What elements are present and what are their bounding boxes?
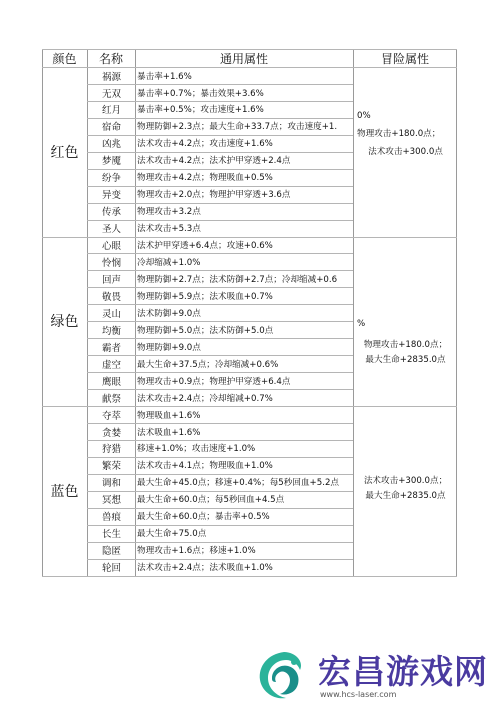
rune-name: 红月 — [101, 105, 121, 117]
rune-attribute: 移速+1.0%；攻击速度+1.0% — [137, 444, 256, 455]
rune-attribute: 法术攻击+4.2点；攻击速度+1.6% — [137, 139, 273, 150]
adventure-attribute — [354, 109, 457, 160]
rune-name: 凶兆 — [101, 139, 121, 151]
rune-attribute: 物理攻击+2.0点；物理护甲穿透+3.6点 — [137, 190, 291, 201]
rune-name: 心眼 — [101, 241, 121, 253]
color-group-label: 绿色 — [50, 314, 79, 331]
rune-attribute: 最大生命+60.0点；暴击率+0.5% — [137, 512, 270, 523]
rune-name: 兽痕 — [101, 512, 121, 524]
rune-attribute: 物理防御+5.9点；法术吸血+0.7% — [137, 291, 273, 302]
header-name: 名称 — [98, 51, 123, 66]
rune-name: 鹰眼 — [101, 376, 121, 388]
rune-name: 冥想 — [101, 495, 121, 507]
grid-vline — [87, 49, 88, 576]
adventure-line: 0% — [357, 111, 371, 121]
rune-attribute: 最大生命+60.0点；每5秒回血+4.5点 — [137, 495, 285, 506]
rune-name: 祸源 — [101, 71, 121, 83]
header-adventure: 冒险属性 — [380, 51, 429, 66]
rune-name: 回声 — [101, 274, 121, 286]
rune-attribute: 物理吸血+1.6% — [137, 410, 201, 421]
rune-name: 贪婪 — [101, 427, 121, 439]
adventure-line: 物理攻击+180.0点； — [363, 339, 448, 350]
rune-name: 纷争 — [101, 173, 121, 185]
rune-attribute: 物理防御+2.7点；法术防御+2.7点；冷却缩减+0.6 — [137, 274, 338, 285]
adventure-line: % — [357, 318, 366, 329]
adventure-attribute — [354, 317, 457, 368]
rune-name: 圣人 — [101, 224, 121, 236]
adventure-line: 物理攻击+180.0点； — [357, 129, 441, 139]
rune-name: 霸者 — [101, 342, 121, 354]
rune-attribute: 法术攻击+5.3点 — [137, 224, 201, 235]
rune-name: 无双 — [101, 88, 121, 100]
rune-attribute: 法术护甲穿透+6.4点；攻速+0.6% — [137, 241, 273, 252]
rune-name: 异变 — [101, 190, 121, 202]
color-group-label: 蓝色 — [50, 483, 79, 500]
rune-name: 怜悯 — [101, 258, 121, 270]
rune-attribute: 物理防御+9.0点 — [137, 342, 201, 353]
rune-attribute: 法术攻击+4.2点；法术护甲穿透+2.4点 — [137, 156, 291, 167]
rune-name: 调和 — [101, 478, 121, 490]
rune-attribute: 物理攻击+3.2点 — [137, 207, 201, 218]
rune-name: 隐匿 — [101, 546, 121, 558]
rune-attribute: 最大生命+75.0点 — [137, 529, 207, 540]
rune-name: 宿命 — [101, 122, 121, 134]
rune-attribute: 物理防御+2.3点；最大生命+33.7点；攻击速度+1. — [137, 122, 338, 133]
rune-attribute: 物理攻击+4.2点；物理吸血+0.5% — [137, 173, 273, 184]
adventure-line: 最大生命+2835.0点 — [365, 354, 446, 365]
brand-name: 宏昌游戏网 — [318, 652, 488, 691]
rune-name: 狩猎 — [101, 444, 121, 456]
rune-name: 长生 — [101, 529, 121, 541]
rune-name: 夺萃 — [101, 410, 121, 422]
rune-name: 轮回 — [101, 563, 121, 575]
rune-attribute: 冷却缩减+1.0% — [137, 258, 201, 269]
adventure-attribute — [354, 474, 457, 504]
rune-attribute: 暴击率+0.7%；暴击效果+3.6% — [137, 88, 264, 99]
rune-name: 传承 — [101, 207, 121, 219]
rune-attribute: 法术攻击+4.1点；物理吸血+1.0% — [137, 461, 273, 472]
rune-name: 敬畏 — [101, 291, 121, 303]
header-general: 通用属性 — [219, 51, 268, 66]
color-group-label: 红色 — [50, 144, 79, 161]
header-color: 颜色 — [52, 51, 77, 66]
grid-vline — [135, 49, 136, 576]
dragon-logo-icon — [254, 648, 310, 702]
rune-name: 均衡 — [101, 325, 121, 337]
adventure-line: 最大生命+2835.0点 — [365, 491, 446, 501]
rune-attribute: 物理防御+5.0点；法术防御+5.0点 — [137, 325, 274, 336]
rune-attribute: 法术防御+9.0点 — [137, 308, 201, 319]
rune-name: 繁荣 — [101, 461, 121, 473]
rune-attribute: 物理攻击+1.6点；移速+1.0% — [137, 546, 256, 557]
rune-attribute: 最大生命+45.0点；移速+0.4%；每5秒回血+5.2点 — [137, 478, 340, 489]
rune-attribute: 暴击率+0.5%；攻击速度+1.6% — [137, 105, 264, 116]
rune-attribute: 暴击率+1.6% — [137, 71, 192, 82]
rune-name: 灵山 — [101, 308, 121, 320]
rune-name: 虚空 — [101, 359, 121, 371]
rune-table — [42, 49, 457, 576]
rune-attribute: 法术吸血+1.6% — [137, 427, 201, 438]
rune-attribute: 最大生命+37.5点；冷却缩减+0.6% — [137, 359, 279, 370]
rune-name: 献祭 — [101, 393, 121, 405]
rune-attribute: 法术攻击+2.4点；冷却缩减+0.7% — [137, 393, 273, 404]
rune-name: 梦魇 — [101, 156, 121, 168]
grid-hline — [42, 576, 457, 577]
adventure-line: 法术攻击+300.0点 — [368, 147, 443, 157]
rune-attribute: 物理攻击+0.9点；物理护甲穿透+6.4点 — [137, 376, 291, 387]
rune-attribute: 法术攻击+2.4点；法术吸血+1.0% — [137, 563, 273, 574]
brand-url: www.hcs-laser.com — [320, 690, 397, 699]
watermark — [254, 640, 494, 704]
adventure-line: 法术攻击+300.0点； — [363, 476, 448, 486]
